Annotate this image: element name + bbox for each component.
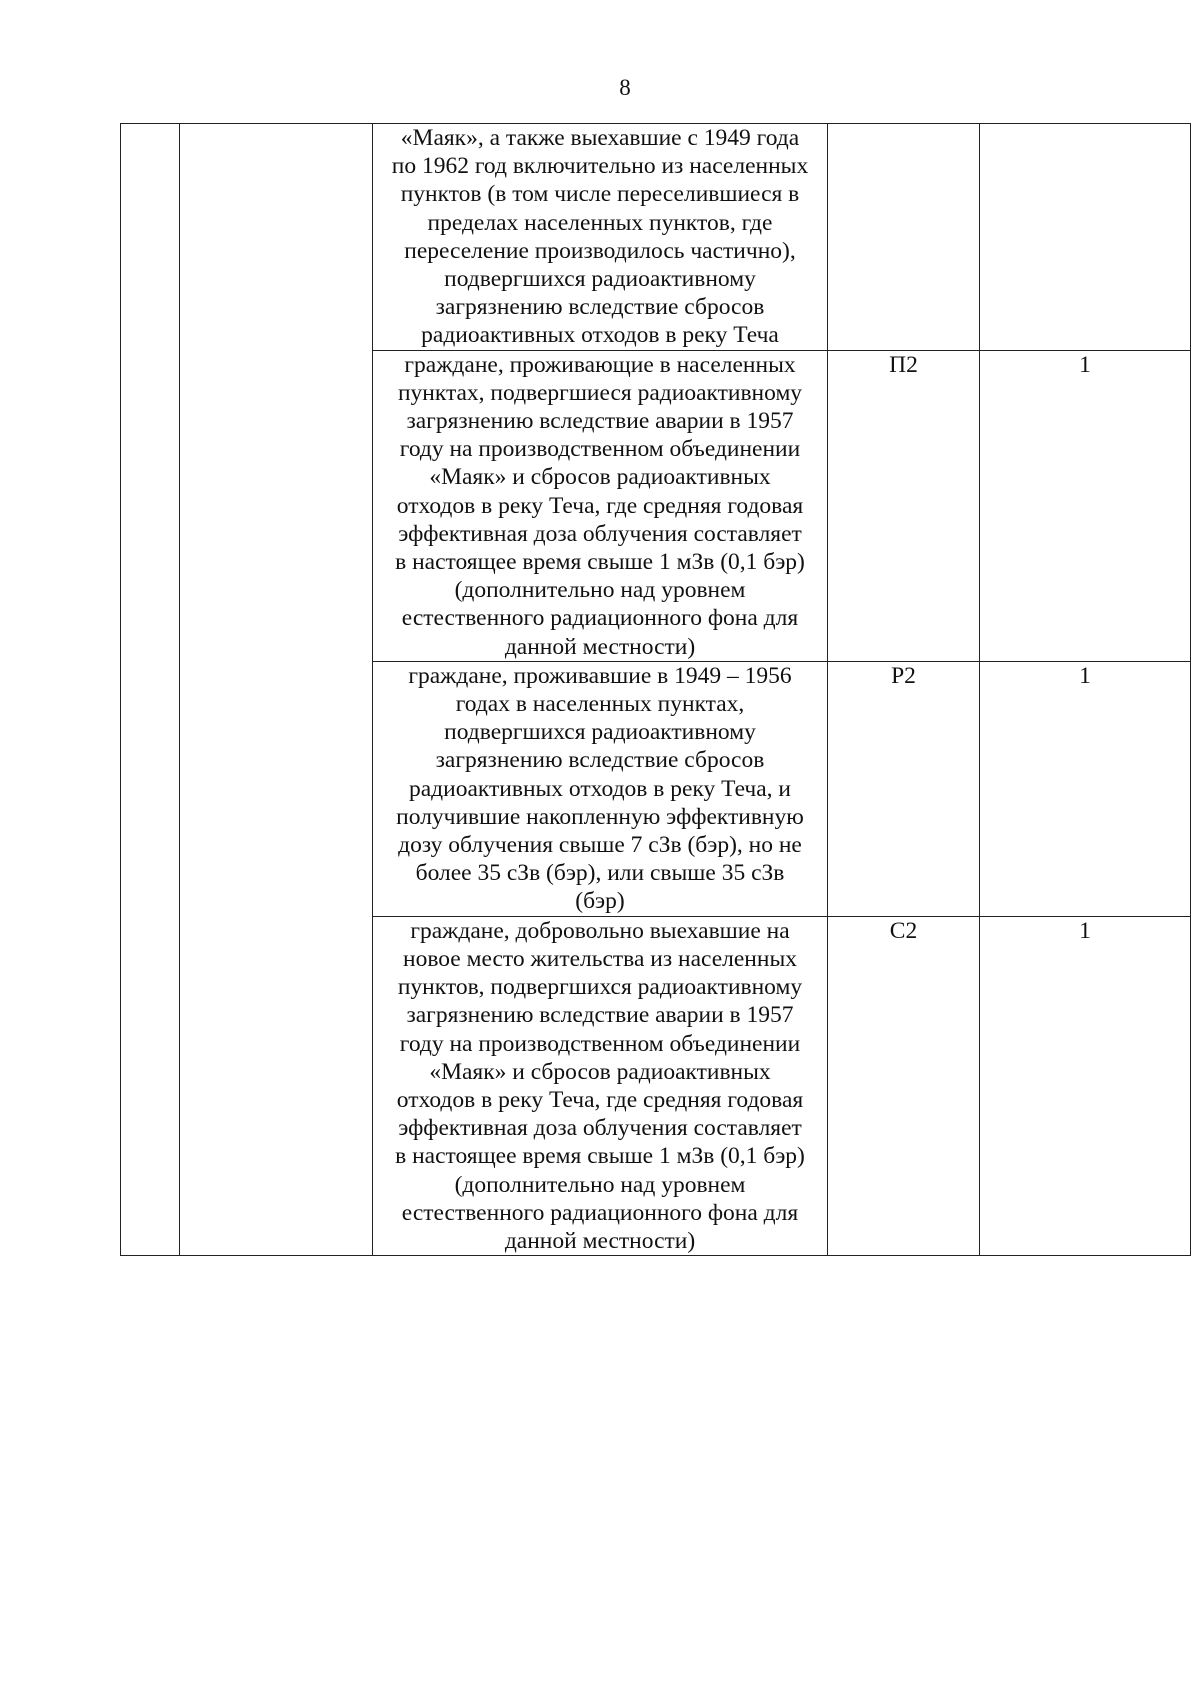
description-line: в настоящее время свыше 1 мЗв (0,1 бэр): [395, 1143, 805, 1170]
description-line: (дополнительно над уровнем: [454, 577, 746, 604]
description-line: граждане, проживающие в населенных: [404, 351, 796, 378]
description-line: пунктах, подвергшиеся радиоактивному: [397, 379, 803, 406]
description-line: году на производственном объединении: [399, 436, 801, 463]
description-line: естественного радиационного фона для: [401, 1199, 799, 1226]
number-cell: [121, 124, 180, 1256]
group-cell: 1: [980, 661, 1191, 916]
description-line: загрязнению вследствие сбросов: [435, 747, 765, 774]
description-line: загрязнению вследствие аварии в 1957: [406, 1002, 794, 1029]
description-line: загрязнению вследствие сбросов: [435, 294, 765, 321]
description-line: (дополнительно над уровнем: [454, 1171, 746, 1198]
category-cell: [180, 124, 373, 1256]
benefits-table: [120, 123, 1191, 1256]
description-line: новое место жительства из населенных: [403, 945, 797, 972]
code-cell: Р2: [828, 661, 980, 916]
description-line: «Маяк» и сбросов радиоактивных: [429, 1058, 771, 1085]
description-line: получившие накопленную эффективную: [396, 803, 804, 830]
description-cell: [373, 916, 828, 1255]
description-line: «Маяк» и сбросов радиоактивных: [429, 464, 771, 491]
description-line: отходов в реку Теча, где средняя годовая: [396, 1086, 804, 1113]
description-line: пунктов, подвергшихся радиоактивному: [397, 974, 803, 1001]
description-cell: [373, 661, 828, 916]
description-line: данной местности): [504, 1227, 696, 1254]
description-cell: [373, 350, 828, 661]
description-line: отходов в реку Теча, где средняя годовая: [396, 492, 804, 519]
description-line: естественного радиационного фона для: [401, 605, 799, 632]
description-line: радиоактивных отходов в реку Теча, и: [409, 775, 791, 802]
description-line: «Маяк», а также выехавшие с 1949 года: [400, 125, 800, 151]
description-line: эффективная доза облучения составляет: [398, 1115, 802, 1142]
group-cell: 1: [980, 916, 1191, 1255]
description-line: переселение производилось частично),: [404, 237, 796, 264]
description-line: загрязнению вследствие аварии в 1957: [406, 408, 794, 435]
description-line: пунктов (в том числе переселившиеся в: [400, 181, 800, 208]
table-row: [121, 124, 1191, 351]
description-line: в настоящее время свыше 1 мЗв (0,1 бэр): [395, 549, 805, 576]
page-number: 8: [619, 75, 631, 100]
description-cell: [373, 124, 828, 351]
description-line: годах в населенных пунктах,: [455, 691, 745, 718]
description-line: радиоактивных отходов в реку Теча: [421, 322, 779, 349]
description-line: данной местности): [504, 633, 696, 660]
description-line: по 1962 год включительно из населенных: [391, 153, 809, 180]
description-line: дозу облучения свыше 7 сЗв (бэр), но не: [398, 832, 802, 859]
code-cell: П2: [828, 350, 980, 661]
code-cell: С2: [828, 916, 980, 1255]
description-line: более 35 сЗв (бэр), или свыше 35 сЗв: [415, 860, 785, 887]
description-line: граждане, добровольно выехавшие на: [410, 917, 790, 944]
code-cell: [828, 124, 980, 351]
description-line: граждане, проживавшие в 1949 – 1956: [408, 662, 792, 689]
description-line: (бэр): [575, 888, 625, 915]
description-line: пределах населенных пунктов, где: [427, 209, 773, 236]
group-cell: 1: [980, 350, 1191, 661]
description-line: году на производственном объединении: [399, 1030, 801, 1057]
description-line: подвергшихся радиоактивному: [444, 266, 756, 293]
description-line: подвергшихся радиоактивному: [444, 719, 756, 746]
group-cell: [980, 124, 1191, 351]
description-line: эффективная доза облучения составляет: [398, 520, 802, 547]
